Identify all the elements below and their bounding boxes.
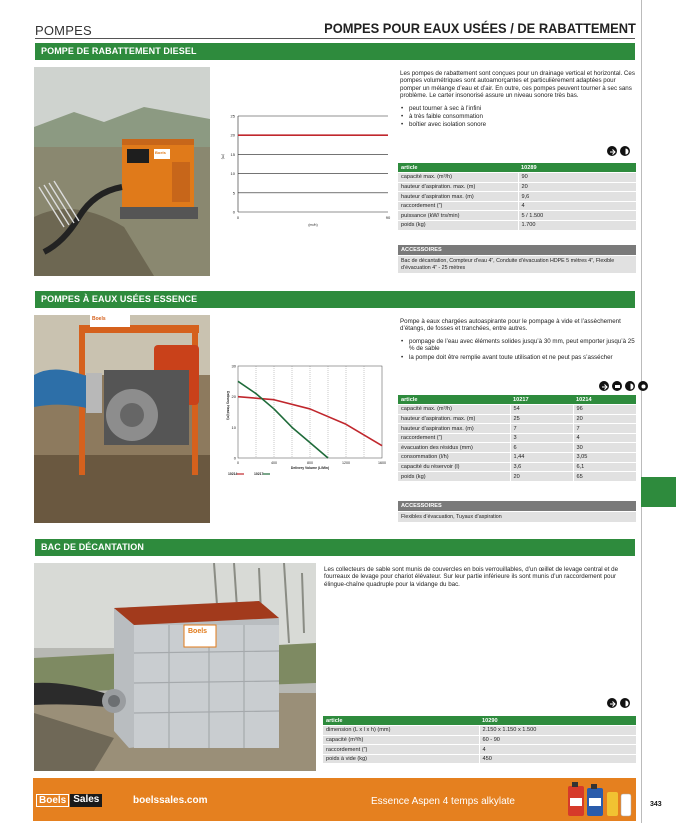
diesel-pump-photo <box>34 67 210 276</box>
x-tick-label: 800 <box>307 461 313 465</box>
diesel-spec-table <box>398 163 636 231</box>
table-cell: 1.700 <box>518 221 636 231</box>
table-row <box>323 754 636 764</box>
table-cell: 2.150 x 1.150 x 1.500 <box>479 726 636 736</box>
page-title: POMPES POUR EAUX USÉES / DE RABATTEMENT <box>324 20 636 36</box>
y-tick-label: 0 <box>232 209 235 215</box>
table-row <box>398 472 636 482</box>
footer-product-name: Essence Aspen 4 temps alkylate <box>371 796 515 807</box>
diesel-description-text: Les pompes de rabattement sont conçues pour un drainage vertical et horizontal. Ces pompes volumétriques sont autoamorçantes et particulièrement adaptées pour pomper un mélange d’eau et d’air. En outre, ces pompes peuvent tourner à sec sans problème. Le carter insonorisé assure un niveau sonore très bas. <box>400 70 635 100</box>
essence-feature-list <box>400 338 636 361</box>
table-cell: hauteur d’aspiration max. (m) <box>398 424 510 434</box>
table-row <box>398 173 636 183</box>
table-cell: 5 / 1.500 <box>518 211 636 221</box>
table-cell: 96 <box>573 405 636 415</box>
table-cell: poids à vide (kg) <box>323 754 479 764</box>
x-tick-label: 1200 <box>342 461 350 465</box>
x-tick-label: 400 <box>271 461 277 465</box>
list-item: • boîtier avec isolation sonore <box>400 121 636 128</box>
table-row <box>398 405 636 415</box>
table-header-cell: 10217 <box>510 395 573 405</box>
header-rule <box>35 38 635 39</box>
page-divider <box>641 0 642 823</box>
list-item: • pompage de l’eau avec éléments solides jusqu’à 30 mm, peut emporter jusqu’à 25 % de sable <box>400 338 636 353</box>
table-cell: évacuation des résidus (mm) <box>398 443 510 453</box>
table-cell: 450 <box>479 754 636 764</box>
table-header-cell: 10214 <box>573 395 636 405</box>
table-cell: capacité max. (m³/h) <box>398 173 518 183</box>
gasoline-photo-label: Boels <box>92 316 106 322</box>
table-row <box>398 221 636 231</box>
boels-sales-logo[interactable] <box>36 794 102 807</box>
diesel-accessories-text: Bac de décantation, Compteur d’eau 4”, Conduite d’évacuation HDPE 5 mètres 4”, Flexible d’évacuation 4” - 25 mètres <box>398 256 636 273</box>
diesel-accessories-header: ACCESSOIRES <box>398 245 636 255</box>
x-axis-label: (m³/h) <box>308 223 318 227</box>
table-row <box>398 192 636 202</box>
table-cell: 20 <box>573 414 636 424</box>
y-tick-label: 15 <box>230 151 235 157</box>
table-cell: puissance (kW/ trs/min) <box>398 211 518 221</box>
table-header-cell: 10289 <box>518 163 636 173</box>
logo-sales-text: Sales <box>70 794 102 807</box>
y-tick-label: 5 <box>232 190 235 196</box>
table-cell: 60 - 90 <box>479 735 636 745</box>
y-tick-label: 30 <box>231 363 236 369</box>
table-cell: poids (kg) <box>398 221 518 231</box>
gasoline-pump-photo <box>34 315 210 523</box>
engine-icon <box>612 381 622 391</box>
bac-feature-icons <box>607 698 630 708</box>
table-header-row <box>398 163 636 173</box>
table-cell: consommation (l/h) <box>398 453 510 463</box>
table-cell: 1,44 <box>510 453 573 463</box>
footer-banner <box>33 778 636 821</box>
x-tick-label: 90 <box>385 215 391 220</box>
y-tick-label: 10 <box>230 171 235 177</box>
list-item: • peut tourner à sec à l’infini <box>400 105 636 112</box>
table-cell: poids (kg) <box>398 472 510 482</box>
y-tick-label: 20 <box>231 394 236 400</box>
logo-boels-text: Boels <box>36 794 69 807</box>
table-row <box>398 462 636 472</box>
table-row <box>398 453 636 463</box>
y-tick-label: 25 <box>230 113 235 119</box>
bac-description <box>324 566 636 588</box>
table-row <box>398 414 636 424</box>
table-header-row <box>323 716 636 726</box>
bac-description-text: Les collecteurs de sable sont munis de couvercles en bois verrouillables, d’un œillet de levage central et de fourreaux de levage pour chariot élévateur. Sur leur partie inférieure ils sont munis d’un raccordement pour élingue-chaîne quadruple pour la vidange du bac. <box>324 566 619 588</box>
gasoline-performance-chart <box>222 362 392 482</box>
table-cell: 7 <box>510 424 573 434</box>
table-header-row <box>398 395 636 405</box>
table-cell: 4 <box>479 745 636 755</box>
table-cell: 9,6 <box>518 192 636 202</box>
fuel-icon <box>607 146 617 156</box>
table-cell: hauteur d’aspiration. max. (m) <box>398 182 518 192</box>
table-row <box>398 433 636 443</box>
table-cell: 6 <box>510 443 573 453</box>
y-tick-label: 0 <box>233 455 236 461</box>
table-cell: 54 <box>510 405 573 415</box>
essence-accessories-text: Flexibles d’évacuation, Tuyaux d’aspiration <box>398 512 636 522</box>
essence-description-text: Pompe à eaux chargées autoaspirante pour le pompage à vide et l’assèchement d’étangs, de fosses et tranchées, entre autres. <box>400 318 621 333</box>
table-cell: capacité max. (m³/h) <box>398 405 510 415</box>
footer-website-link[interactable]: boelssales.com <box>133 795 208 806</box>
legend-label: 10214 <box>228 472 238 476</box>
section-title-diesel: POMPE DE RABATTEMENT DIESEL <box>35 43 635 60</box>
y-axis-label: (m) <box>221 154 225 160</box>
table-cell: raccordement (”) <box>323 745 479 755</box>
table-cell: hauteur d’aspiration max. (m) <box>398 192 518 202</box>
table-cell: 90 <box>518 173 636 183</box>
table-cell: raccordement (”) <box>398 433 510 443</box>
diesel-performance-chart <box>218 108 398 234</box>
water-icon <box>638 381 648 391</box>
table-cell: 6,1 <box>573 462 636 472</box>
table-row <box>323 726 636 736</box>
list-item: • à très faible consommation <box>400 113 636 120</box>
essence-spec-table <box>398 395 636 482</box>
table-row <box>398 211 636 221</box>
table-row <box>398 182 636 192</box>
x-axis-label: Delivery Volume (L/Min) <box>290 466 330 470</box>
table-header-cell: article <box>398 163 518 173</box>
table-row <box>398 201 636 211</box>
table-header-cell: 10290 <box>479 716 636 726</box>
x-tick-label: 0 <box>236 215 240 220</box>
x-tick-label: 1600 <box>378 461 386 465</box>
pressure-icon <box>625 381 635 391</box>
diesel-description <box>400 70 636 130</box>
y-axis-label: Delivery Head (m) <box>226 391 230 420</box>
fuel-cans-image <box>563 778 636 821</box>
table-row <box>323 745 636 755</box>
diesel-photo-label: Boels <box>155 150 166 155</box>
pressure-icon <box>620 698 630 708</box>
table-cell: 3,6 <box>510 462 573 472</box>
table-header-cell: article <box>323 716 479 726</box>
fuel-icon <box>599 381 609 391</box>
table-cell: 3 <box>510 433 573 443</box>
table-cell: raccordement (”) <box>398 201 518 211</box>
section-tab-marker <box>641 477 676 507</box>
settling-tank-photo <box>34 563 316 771</box>
table-cell: 4 <box>518 201 636 211</box>
table-row <box>398 424 636 434</box>
y-tick-label: 10 <box>231 424 236 430</box>
table-cell: dimension (L x l x h) (mm) <box>323 726 479 736</box>
tank-photo-label: Boels <box>188 628 208 635</box>
diesel-feature-icons <box>607 146 630 156</box>
section-title-bac: BAC DE DÉCANTATION <box>35 539 635 556</box>
table-cell: 4 <box>573 433 636 443</box>
list-item: • la pompe doit être remplie avant toute utilisation et ne peut pas s’assécher <box>400 354 636 361</box>
legend-label: 10217 <box>254 472 264 476</box>
essence-accessories-header: ACCESSOIRES <box>398 501 636 511</box>
soundproof-icon <box>620 146 630 156</box>
table-cell: hauteur d’aspiration. max. (m) <box>398 414 510 424</box>
table-cell: 7 <box>573 424 636 434</box>
table-cell: 25 <box>510 414 573 424</box>
table-cell: capacité (m³/h) <box>323 735 479 745</box>
table-header-cell: article <box>398 395 510 405</box>
table-row <box>398 443 636 453</box>
essence-description <box>400 318 636 362</box>
y-tick-label: 20 <box>230 132 235 138</box>
table-cell: 30 <box>573 443 636 453</box>
table-cell: 20 <box>518 182 636 192</box>
table-row <box>323 735 636 745</box>
section-title-essence: POMPES À EAUX USÉES ESSENCE <box>35 291 635 308</box>
table-cell: 20 <box>510 472 573 482</box>
table-cell: 65 <box>573 472 636 482</box>
table-cell: 3,05 <box>573 453 636 463</box>
essence-feature-icons <box>599 381 648 391</box>
fuel-icon <box>607 698 617 708</box>
table-cell: capacité du réservoir (l) <box>398 462 510 472</box>
bac-spec-table <box>323 716 636 764</box>
diesel-feature-list <box>400 105 636 129</box>
page-number: 343 <box>650 801 662 808</box>
x-tick-label: 0 <box>237 461 239 465</box>
category-title: POMPES <box>35 23 92 38</box>
